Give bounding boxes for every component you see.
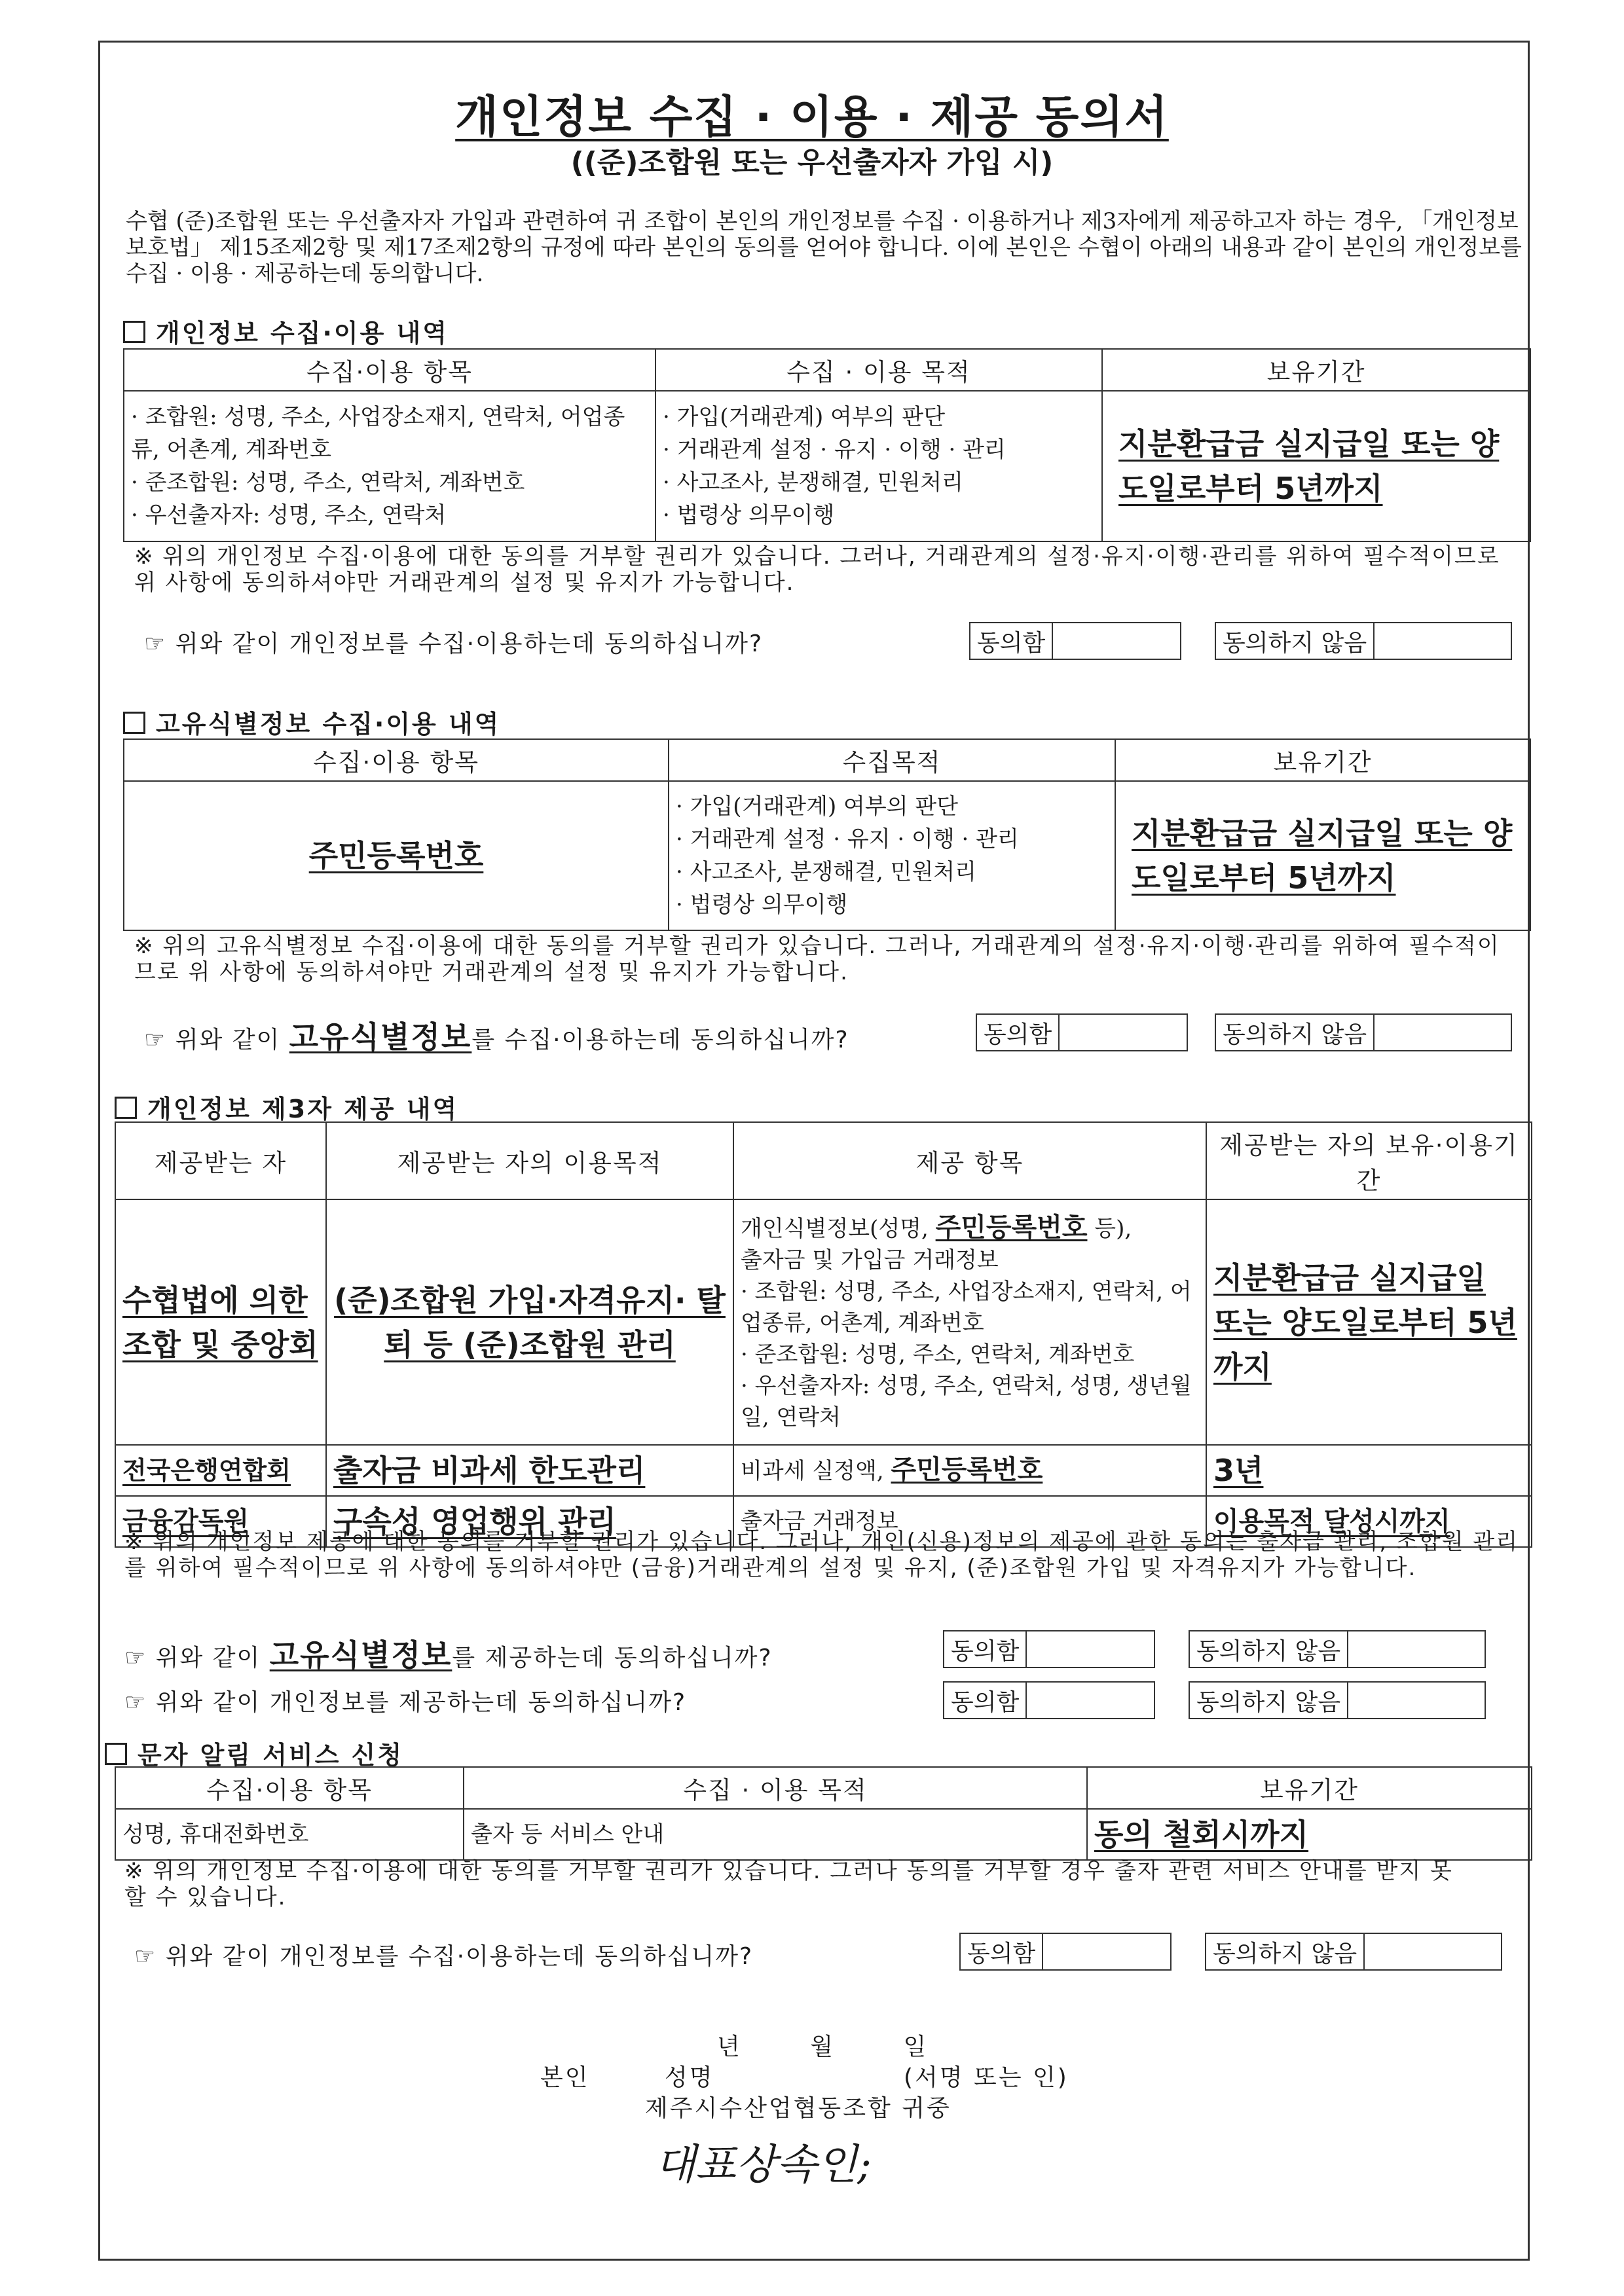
s3-header-items: 제공 항목 [733,1122,1206,1199]
s3-row1-recipient: 수협법에 의한 조합 및 중앙회 [122,1282,318,1362]
s3-header-purpose: 제공받는 자의 이용목적 [326,1122,733,1199]
s2-header-retention: 보유기간 [1115,739,1530,781]
handwritten-signature: 대표상속인; [655,2141,872,2189]
s1-purpose-cell [655,391,1102,541]
s3-q1-disagree-box[interactable] [1189,1630,1486,1668]
s3-row3-purpose: 구속성 영업행위 관리 [333,1504,616,1539]
s1-items-cell [124,391,655,541]
s1-question: ☞ 위와 같이 개인정보를 수집·이용하는데 동의하십니까? [144,630,764,657]
section3-heading [115,1089,458,1125]
section4-title: 문자 알림 서비스 신청 [138,1741,404,1770]
section-checkbox-icon [123,712,145,734]
s2-header-items: 수집·이용 항목 [124,739,669,781]
s2-note: ※ 위의 고유식별정보 수집·이용에 대한 동의를 거부할 권리가 있습니다. 그러나, 거래관계의 설정·유지·이행·관리를 위하여 필수적이므로 위 사항에 동의하셔야만 거래관계의 설정 및 유지가 가능합니다. [134,933,1500,985]
agree-checkbox[interactable] [1027,1631,1154,1667]
section1-table [123,348,1531,542]
s1-retention-cell [1102,391,1530,541]
q-text: 를 수집·이용하는데 동의하십니까? [471,1027,849,1053]
s3-row2-recipient: 전국은행연합회 [122,1456,291,1485]
intro-paragraph: 수협 (준)조합원 또는 우선출자자 가입과 관련하여 귀 조합이 본인의 개인정보를 수집 · 이용하거나 제3자에게 제공하고자 하는 경우, 「개인정보 보호법」 제15조제2항 및 제17조제2항의 규정에 따라 본인의 동의를 얻어야 합니다. 이에 본인은 수협이 아래의 내용과 같이 본인의 개인정보를 수집 · 이용 · 제공하는데 동의합니다. [126,208,1522,287]
agree-checkbox[interactable] [1060,1015,1187,1050]
s1-purpose: · 법령상 의무이행 [663,502,835,528]
s1-purpose: · 사고조사, 분쟁해결, 민원처리 [663,469,963,496]
q-emphasis: 고유식별정보 [269,1637,452,1673]
page-subtitle: ((준)조합원 또는 우선출자자 가입 시) [570,146,1054,179]
s3-question1 [124,1631,773,1675]
signature-sign-hint: (서명 또는 인) [904,2064,1069,2091]
disagree-checkbox[interactable] [1375,1015,1511,1050]
q-text: ☞ 위와 같이 [124,1645,270,1671]
s4-agree-box[interactable] [959,1933,1172,1971]
section-checkbox-icon [115,1097,137,1119]
s3-row2-recipient-cell [115,1445,326,1496]
section3-title: 개인정보 제3자 제공 내역 [147,1095,459,1123]
signature-date: 년 월 일 [717,2033,929,2060]
s3-row1-purpose: (준)조합원 가입·자격유지· 탈퇴 등 (준)조합원 관리 [334,1282,726,1362]
s3-row1-period: 지분환급금 실지급일 또는 양도일로부터 5년까지 [1213,1260,1517,1385]
s1-header-purpose: 수집 · 이용 목적 [655,349,1102,391]
s3-row1-purpose-cell [326,1199,733,1445]
disagree-label: 동의하지 않음 [1206,1934,1365,1969]
s3-row1-period-cell [1206,1199,1532,1445]
s1-header-retention: 보유기간 [1102,349,1530,391]
section2-heading [123,704,500,740]
s3-row1-items-cell [733,1199,1206,1445]
s1-note: ※ 위의 개인정보 수집·이용에 대한 동의를 거부할 권리가 있습니다. 그러나, 거래관계의 설정·유지·이행·관리를 위하여 필수적이므로 위 사항에 동의하셔야만 거래관계의 설정 및 유지가 가능합니다. [134,543,1500,596]
s2-disagree-box[interactable] [1215,1013,1512,1051]
s3-note: ※ 위의 개인정보 제공에 대한 동의를 거부할 권리가 있습니다. 그러나, 개인(신용)정보의 제공에 관한 동의는 출자금 관리, 조합원 관리를 위하여 필수적이므로 위 사항에 동의하셔야만 (금융)거래관계의 설정 및 유지, (준)조합원 가입 및 자격유지가 가능합니다. [124,1529,1519,1581]
agree-checkbox[interactable] [1043,1934,1170,1969]
s4-disagree-box[interactable] [1205,1933,1502,1971]
disagree-checkbox[interactable] [1375,623,1511,659]
q-text: ☞ 위와 같이 [144,1027,289,1053]
section3-table [115,1121,1532,1548]
disagree-checkbox[interactable] [1348,1683,1485,1718]
section2-table [123,738,1531,931]
s4-item-cell: 성명, 휴대전화번호 [115,1809,464,1860]
s4-retention-cell [1087,1809,1532,1860]
s2-purpose: · 가입(거래관계) 여부의 판단 [676,793,959,820]
section-checkbox-icon [123,321,145,343]
s3-row1-item: · 우선출자자: 성명, 주소, 연락처, 성명, 생년월일, 연락처 [741,1372,1192,1430]
s1-purpose: · 가입(거래관계) 여부의 판단 [663,404,946,430]
s2-purpose: · 거래관계 설정 · 유지 · 이행 · 관리 [676,826,1019,852]
disagree-checkbox[interactable] [1365,1934,1501,1969]
agree-checkbox[interactable] [1053,623,1180,659]
s1-retention: 지분환급금 실지급일 또는 양도일로부터 5년까지 [1118,426,1500,506]
s3-row2-period-cell [1206,1445,1532,1496]
s2-item: 주민등록번호 [308,838,484,873]
s2-purpose-cell [669,781,1115,930]
q-text: 를 제공하는데 동의하십니까? [452,1645,773,1671]
section1-heading [123,313,449,349]
s2-question [144,1013,849,1057]
s4-note: ※ 위의 개인정보 수집·이용에 대한 동의를 거부할 권리가 있습니다. 그러나 동의를 거부할 경우 출자 관련 서비스 안내를 받지 못할 수 있습니다. [124,1858,1453,1910]
agree-label: 동의함 [970,623,1053,659]
s4-question: ☞ 위와 같이 개인정보를 수집·이용하는데 동의하십니까? [134,1943,754,1970]
s2-purpose: · 사고조사, 분쟁해결, 민원처리 [676,859,976,885]
s2-retention-cell [1115,781,1530,930]
disagree-checkbox[interactable] [1348,1631,1485,1667]
agree-label: 동의함 [977,1015,1060,1050]
s3-row1-recipient-cell [115,1199,326,1445]
s2-agree-box[interactable] [976,1013,1188,1051]
s3-row2-purpose-cell [326,1445,733,1496]
s2-retention: 지분환급금 실지급일 또는 양도일로부터 5년까지 [1132,816,1513,896]
s3-header-period: 제공받는 자의 보유·이용기간 [1206,1122,1532,1199]
s2-item-cell [124,781,669,930]
s2-purpose: · 법령상 의무이행 [676,892,848,918]
item-text: 개인식별정보(성명, [741,1215,936,1242]
s3-q2-agree-box[interactable] [943,1681,1155,1719]
s2-header-purpose: 수집목적 [669,739,1115,781]
signature-addressee: 제주시수산업협동조합 귀중 [645,2095,951,2122]
s3-row1-item: 출자금 및 가입금 거래정보 [741,1247,999,1273]
agree-checkbox[interactable] [1027,1683,1154,1718]
s1-item: · 준조합원: 성명, 주소, 연락처, 계좌번호 [131,469,525,496]
agree-label: 동의함 [961,1934,1043,1969]
s3-header-recipient: 제공받는 자 [115,1122,326,1199]
s1-agree-box[interactable] [969,622,1181,660]
disagree-label: 동의하지 않음 [1190,1631,1348,1667]
disagree-label: 동의하지 않음 [1216,1015,1375,1050]
s3-row3-period: 이용목적 달성시까지 [1213,1506,1450,1537]
s3-question2: ☞ 위와 같이 개인정보를 제공하는데 동의하십니까? [124,1689,687,1716]
s3-row2-purpose: 출자금 비과세 한도관리 [333,1453,646,1488]
s3-row1-items-first [741,1212,1199,1245]
s4-header-retention: 보유기간 [1087,1767,1532,1809]
section4-heading [105,1735,403,1771]
s4-purpose-cell: 출자 등 서비스 안내 [464,1809,1087,1860]
s3-row1-item: · 조합원: 성명, 주소, 사업장소재지, 연락처, 어업종류, 어촌계, 계좌번호 [741,1278,1192,1336]
section4-table [115,1766,1532,1861]
section1-title: 개인정보 수집·이용 내역 [156,319,449,348]
s1-purpose: · 거래관계 설정 · 유지 · 이행 · 관리 [663,437,1006,463]
s3-row3-items-cell: 출자금 거래정보 [733,1496,1206,1547]
section2-title: 고유식별정보 수집·이용 내역 [156,710,501,738]
page-title: 개인정보 수집 · 이용 · 제공 동의서 [455,92,1169,143]
item-emphasis: 주민등록번호 [935,1212,1088,1243]
s4-header-purpose: 수집 · 이용 목적 [464,1767,1087,1809]
item-text: 비과세 실정액, [741,1458,891,1484]
s3-q2-disagree-box[interactable] [1189,1681,1486,1719]
section-checkbox-icon [105,1743,127,1765]
item-emphasis: 주민등록번호 [891,1455,1043,1485]
agree-label: 동의함 [944,1683,1027,1718]
s3-q1-agree-box[interactable] [943,1630,1155,1668]
item-text: 등), [1087,1215,1132,1242]
s3-row1-item: · 준조합원: 성명, 주소, 연락처, 계좌번호 [741,1341,1135,1368]
s1-disagree-box[interactable] [1215,622,1512,660]
disagree-label: 동의하지 않음 [1216,623,1375,659]
s1-header-items: 수집·이용 항목 [124,349,655,391]
disagree-label: 동의하지 않음 [1190,1683,1348,1718]
s3-row3-recipient: 금융감독원 [122,1506,249,1537]
s4-header-items: 수집·이용 항목 [115,1767,464,1809]
s3-row2-period: 3년 [1213,1453,1264,1488]
s3-row2-items-cell [733,1445,1206,1496]
agree-label: 동의함 [944,1631,1027,1667]
s4-retention: 동의 철회시까지 [1094,1817,1309,1852]
signature-name-line: 본인 성명 [540,2064,714,2091]
s1-item: · 조합원: 성명, 주소, 사업장소재지, 연락처, 어업종류, 어촌계, 계좌번호 [131,404,625,463]
q-emphasis: 고유식별정보 [289,1019,472,1055]
s1-item: · 우선출자자: 성명, 주소, 연락처 [131,502,447,528]
